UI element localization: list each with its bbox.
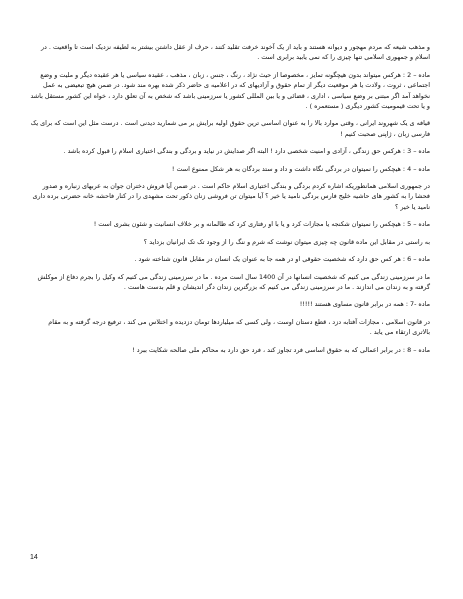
page-number: 14 (30, 554, 38, 561)
paragraph-article-5: ماده – 5 : هیچکس را نمیتوان شکنجه یا مجازات کرد و یا با او رفتاری کرد که ظالمانه و بر خلاف انسانیت و شئون بشری است ! (93, 220, 430, 229)
paragraph-article-3: ماده – 3 : هرکس حق زندگی ، آزادی و امنیت شخصی دارد ! البته اگر صدایش در نیاید و بردگی و بندگی اختیاری اسلام را قبول کرده باشد . (63, 147, 430, 156)
paragraph-article-4: ماده – 4 : هیچکس را نمیتوان در بردگی نگاه داشت و داد و ستد بردگان به هر شکل ممنوع است ! (171, 164, 430, 173)
paragraph-article-7-commentary: در قانون اسلامی ، مجازات آفتابه دزد ، قطع دستان اوست ، ولی کسی که میلیاردها تومان دزدیده و اختلاس می کند ، ترفیع درجه گرفته و به مقام بالاتری ارتقاء می یابد . (48, 317, 430, 337)
paragraph-intro-equality: و مذهب شیعه که مردم مهجور و دیوانه هستند و باید از یک آخوند خرفت تقلید کنند ، حرف از عقل داشتن بیشتر به لطیفه نزدیک است تا واقعیت . در اسلام و جمهوری اسلامی تنها چیزی را که نمی یابید برابری است . (40, 43, 430, 62)
paragraph-article-2: ماده – 2 : هرکس میتواند بدون هیچگونه تمایز ، مخصوصا از حیث نژاد ، رنگ ، جنس ، زبان ، مذهب ، عقیده سیاسی یا هر عقیده دیگر و ملیت و وضع اجتماعی ، ثروت ، ولادت یا هر موقعیت دیگر از تمام حقوق و آزادیهای که در اعلامیه ی حاضر ذکر شده بهره مند شود. در ضمن هیچ تبعیضی به عمل نخواهد آمد اگر مبتنی بر وضع سیاسی ، اداری ، قضائی و یا بین المللی کشور یا سرزمینی باشد که شخص به آن تعلق دارد ، خواه این کشور مستقل باشد و یا تحت قیمومیت کشور دیگری ( مستعمره ) . (30, 70, 430, 111)
paragraph-article-5-commentary: به راستی در مقابل این ماده قانون چه چیزی میتوان نوشت که شرم و ننگ را از وجود تک تک ایرانیان بزداید ؟ (143, 237, 430, 246)
document-body (30, 42, 430, 362)
paragraph-article-6: ماده – 6 : هر کس حق دارد که شخصیت حقوقی او در همه جا به عنوان یک انسان در مقابل قانون شناخته شود . (134, 255, 430, 264)
paragraph-article-4-commentary: در جمهوری اسلامی همانطوریکه اشاره کردم بردگی و بندگی اختیاری اسلام حاکم است . در ضمن آیا فروش دختران جوان به عربهای زنباره و صدور فحشا را به کشور های حاشیه خلیج فارس بردگی نامید یا خیر ؟ آیا میتوان تن فروشی زنان ذکور تحت مشهدی را در کنار فاحشه خانه حضرتی برده داری نامید یا خیر ؟ (32, 182, 430, 211)
paragraph-article-7: ماده -7 : همه در برابر قانون مساوی هستند !!!!! (299, 300, 430, 309)
paragraph-article-2-commentary: قیافه ی یک شهروند ایرانی ، وقتی موارد بالا را به عنوان اساسی ترین حقوق اولیه برایش بر می شمارید دیدنی است . درست مثل این است که برای یک فارسی زبان ، ژاپنی صحبت کنیم ! (30, 119, 430, 138)
paragraph-article-6-commentary: ما در سرزمینی زندگی می کنیم که شخصیت انسانها در آن 1400 سال است مرده . ما در سرزمینی زندگی می کنیم که وکیل را بجرم دفاع از موکلش گرفته و به زندان می اندازند . ما در سرزمینی زندگی می کنیم که بزرگترین زندان دگر اندیشان و قلم بدست هاست . (37, 272, 430, 291)
paragraph-article-8: ماده – 8 : در برابر اعمالی که به حقوق اساسی فرد تجاوز کند ، فرد حق دارد به محاکم ملی صالحه شکایت ببرد ! (132, 345, 430, 354)
